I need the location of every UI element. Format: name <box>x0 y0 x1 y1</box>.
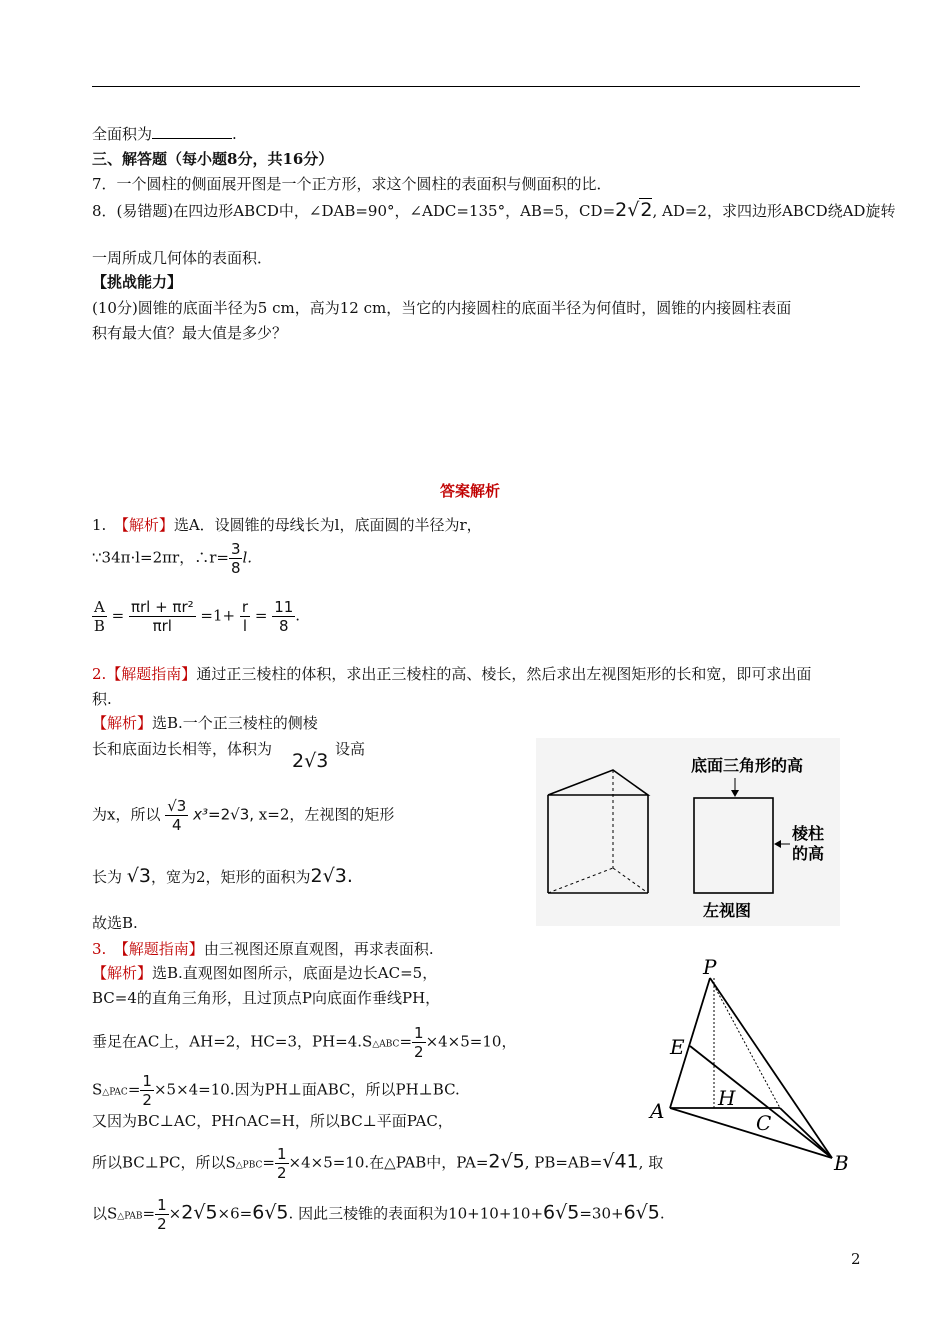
a1-expr-frac <box>129 598 196 635</box>
a3-half-3 <box>275 1145 289 1182</box>
a2-l2b: 设高 <box>335 740 366 758</box>
label-c: C <box>756 1111 772 1135</box>
label-h: H <box>718 1086 736 1110</box>
a3-c4: 6√5 <box>623 1201 660 1224</box>
a2-area: 2√3. <box>310 865 353 887</box>
a3-half-3-num: 1 <box>276 1145 287 1163</box>
a3-sub-pac: △PAC <box>102 1087 128 1098</box>
a2-l1: 选B.一个正三棱柱的侧棱 <box>152 714 318 732</box>
a3-half-4-den: 2 <box>157 1215 167 1233</box>
a3-l1: 选B.直观图如图所示，底面是边长AC=5， <box>152 964 438 982</box>
a1-frac-den: 8 <box>230 559 241 577</box>
a2-l3a: 为x，所以 <box>92 805 161 824</box>
q8-cd-coef: 2 <box>615 199 628 221</box>
a1-num: 1. <box>92 516 107 534</box>
a1-text: 选A．设圆锥的母线长为l，底面圆的半径为r， <box>173 516 482 534</box>
a3-c2: 6√5 <box>252 1201 289 1224</box>
label-e: E <box>670 1035 685 1059</box>
a2-guide <box>92 664 811 684</box>
a3-sub-pab: △PAB <box>117 1211 143 1222</box>
a2-l4b: ，宽为2，矩形的面积为 <box>151 868 311 886</box>
a2-volume: 2√3 <box>292 750 329 772</box>
a3-line4: S△PAC= $\frac{1}{2}$ ×5×4=10.因为PH⊥面ABC，所以PH⊥BC. <box>92 1072 460 1109</box>
a1-ratio-den: B <box>93 617 105 635</box>
a2-x-cubed: x³ <box>193 805 209 824</box>
label-prism-height-1: 棱柱 <box>792 824 825 843</box>
a1-line2 <box>92 540 252 577</box>
label-b: B <box>834 1151 849 1175</box>
a2-frac-num: √3 <box>167 797 187 815</box>
figure-prism-views <box>536 738 840 926</box>
a3-half-2-den: 2 <box>142 1091 152 1109</box>
q8-text-a: 8．(易错题)在四边形ABCD中，∠DAB=90°，∠ADC=135°，AB=5，CD= <box>92 202 616 220</box>
a1-res-num: 11 <box>274 598 294 616</box>
a1-frac-3-8 <box>229 540 243 577</box>
a3-l3b: ×4×5=10， <box>425 1032 517 1051</box>
a3-l4b: ×5×4=10.因为PH⊥面ABC，所以PH⊥BC. <box>153 1080 460 1099</box>
a3-l7d: 因此三棱锥的表面积为10+10+10+ <box>298 1204 544 1223</box>
challenge-title: 【挑战能力】 <box>92 273 183 291</box>
a3-l3-eq: = <box>399 1032 413 1051</box>
a1-frac-num: 3 <box>230 540 241 558</box>
answers-title: 答案解析 <box>440 482 501 500</box>
q6-tail-text: 全面积为 <box>92 125 153 143</box>
a3-l7e: =30+ <box>579 1204 624 1223</box>
q8-text-b: AD=2，求四边形ABCD绕AD旋转 <box>661 202 896 220</box>
a3-line1 <box>92 963 437 983</box>
a2-eq: =2√3, <box>208 805 255 824</box>
question-8: 8．(易错题)在四边形ABCD中，∠DAB=90°，∠ADC=135°，AB=5，CD=2√2, AD=2，求四边形ABCD绕AD旋转 <box>92 199 896 221</box>
a2-line1 <box>92 713 318 733</box>
a2-l4a: 长为 <box>92 868 123 886</box>
a1-res-frac <box>272 598 295 635</box>
a1-tag: 【解析】 <box>121 516 174 534</box>
a2-line2 <box>92 739 272 759</box>
a3-half-1-num: 1 <box>414 1024 424 1042</box>
a1-eq2: = <box>254 606 268 625</box>
a3-l6d: 取 <box>648 1153 664 1172</box>
a3-l6a: 所以BC⊥PC，所以S <box>92 1153 236 1172</box>
a1-line2-a: ∵34π·l=2πr，∴r= <box>92 548 229 567</box>
a3-c1: 2√5 <box>181 1201 218 1224</box>
a3-half-3-den: 2 <box>276 1164 287 1182</box>
a2-frac-den: 4 <box>172 816 182 834</box>
a1-r-frac <box>240 598 250 635</box>
a3-sub-abc: △ABC <box>372 1039 400 1050</box>
a3-l7a: 以S <box>92 1204 118 1223</box>
a3-line2: BC=4的直角三角形，且过顶点P向底面作垂线PH， <box>92 989 441 1007</box>
a3-half-1 <box>412 1024 426 1061</box>
a3-l4-s: S <box>92 1080 103 1099</box>
a1-line2-b: l. <box>242 548 253 567</box>
a2-guide-line2: 积. <box>92 690 112 708</box>
q8-cd-rad: 2 <box>640 199 653 221</box>
a3-half-4 <box>155 1196 169 1233</box>
a3-guide-text: 由三视图还原直观图，再求表面积. <box>203 940 434 958</box>
answer-blank <box>152 124 232 139</box>
page-number: 2 <box>851 1250 861 1268</box>
a1-end: . <box>295 606 301 625</box>
challenge-line1: (10分)圆锥的底面半径为5 cm，高为12 cm，当它的内接圆柱的底面半径为何值时，圆锥的内接圆柱表面 <box>92 299 792 317</box>
a2-line4 <box>92 866 353 887</box>
a2-l2: 长和底面边长相等，体积为 <box>92 740 273 758</box>
a3-c3: 6√5 <box>543 1201 580 1224</box>
a1-expr-den: πrl <box>152 617 172 635</box>
a2-tag: 【解析】 <box>92 714 153 732</box>
a2-l3b: x=2，左视图的矩形 <box>258 805 395 824</box>
a3-l7f: . <box>659 1204 665 1223</box>
a3-l6c: PB=AB= <box>534 1153 603 1172</box>
label-prism-height-2: 的高 <box>792 844 825 863</box>
section3-title: 三、解答题（每小题8分，共16分） <box>92 150 334 168</box>
label-side-view: 左视图 <box>703 901 752 920</box>
a3-l7b: × <box>168 1204 182 1223</box>
a2-length: √3 <box>126 865 151 887</box>
label-base-height: 底面三角形的高 <box>691 756 804 775</box>
figure-tetrahedron <box>640 958 855 1178</box>
a3-guide <box>92 939 434 959</box>
a1-r-num: r <box>241 598 249 616</box>
label-p: P <box>703 958 717 979</box>
a3-half-2 <box>140 1072 154 1109</box>
question-7: 7．一个圆柱的侧面展开图是一个正方形，求这个圆柱的表面积与侧面积的比． <box>92 175 612 193</box>
a3-l7c: ×6= <box>217 1204 253 1223</box>
label-a: A <box>650 1099 665 1123</box>
a2-line5: 故选B. <box>92 914 138 932</box>
a3-line3 <box>92 1024 516 1061</box>
a3-pb-value: √41 <box>602 1150 639 1173</box>
a1-eq1: =1+ <box>200 606 236 625</box>
a3-sub-pbc: △PBC <box>235 1160 263 1171</box>
a3-half-4-num: 1 <box>157 1196 167 1214</box>
segment-eb <box>690 1046 832 1158</box>
edge-ab <box>670 1108 832 1158</box>
a3-line7: 以S△PAB= $\frac{1}{2}$ ×2√5×6=6√5. 因此三棱锥的表面积为10+10+10+6√5=30+6√5. <box>92 1196 665 1233</box>
a3-tag: 【解析】 <box>92 964 153 982</box>
a1-res-den: 8 <box>278 617 289 635</box>
a3-half-2-num: 1 <box>142 1072 152 1090</box>
a3-half-1-den: 2 <box>414 1043 424 1061</box>
a3-line5: 又因为BC⊥AC，PH∩AC=H，所以BC⊥平面PAC， <box>92 1112 453 1130</box>
a2-line3 <box>92 797 394 834</box>
a3-l3a: 垂足在AC上，AH=2，HC=3，PH=4.S <box>92 1032 373 1051</box>
a2-guide-text: 通过正三棱柱的体积，求出正三棱柱的高、棱长，然后求出左视图矩形的长和宽，即可求出面 <box>196 665 812 683</box>
challenge-line2: 积有最大值？最大值是多少？ <box>92 324 288 342</box>
q8-line2: 一周所成几何体的表面积． <box>92 249 273 267</box>
q8-cd-value: 2√2 <box>615 199 653 221</box>
a1-ratio-num: A <box>94 598 105 616</box>
a1-ratio-frac <box>92 598 107 635</box>
a1-expr-num: πrl + πr² <box>130 598 194 616</box>
a3-line6: 所以BC⊥PC，所以S△PBC= $\frac{1}{2}$ ×4×5=10.在△PAB中，PA=2√5, PB=AB=√41, 取 <box>92 1145 664 1182</box>
a3-guide-tag: 3. 【解题指南】 <box>92 940 204 958</box>
a3-pa-value: 2√5 <box>488 1150 525 1173</box>
answer-1 <box>92 515 482 535</box>
a3-l6b: ×4×5=10.在△PAB中，PA= <box>288 1153 489 1172</box>
a1-ratio-line: $\frac{A}{B}$ = $\frac{\text{πrl + πr²}}{\text{πrl}}$ =1+ $\frac{r}{l}$ = $\frac{11}{8}$ . <box>93 598 301 635</box>
header-rule <box>92 86 860 87</box>
a2-frac <box>165 797 188 834</box>
a1-r-den: l <box>242 617 248 635</box>
q6-tail: 全面积为 . <box>92 125 237 143</box>
a2-guide-tag: 2.【解题指南】 <box>92 665 197 683</box>
